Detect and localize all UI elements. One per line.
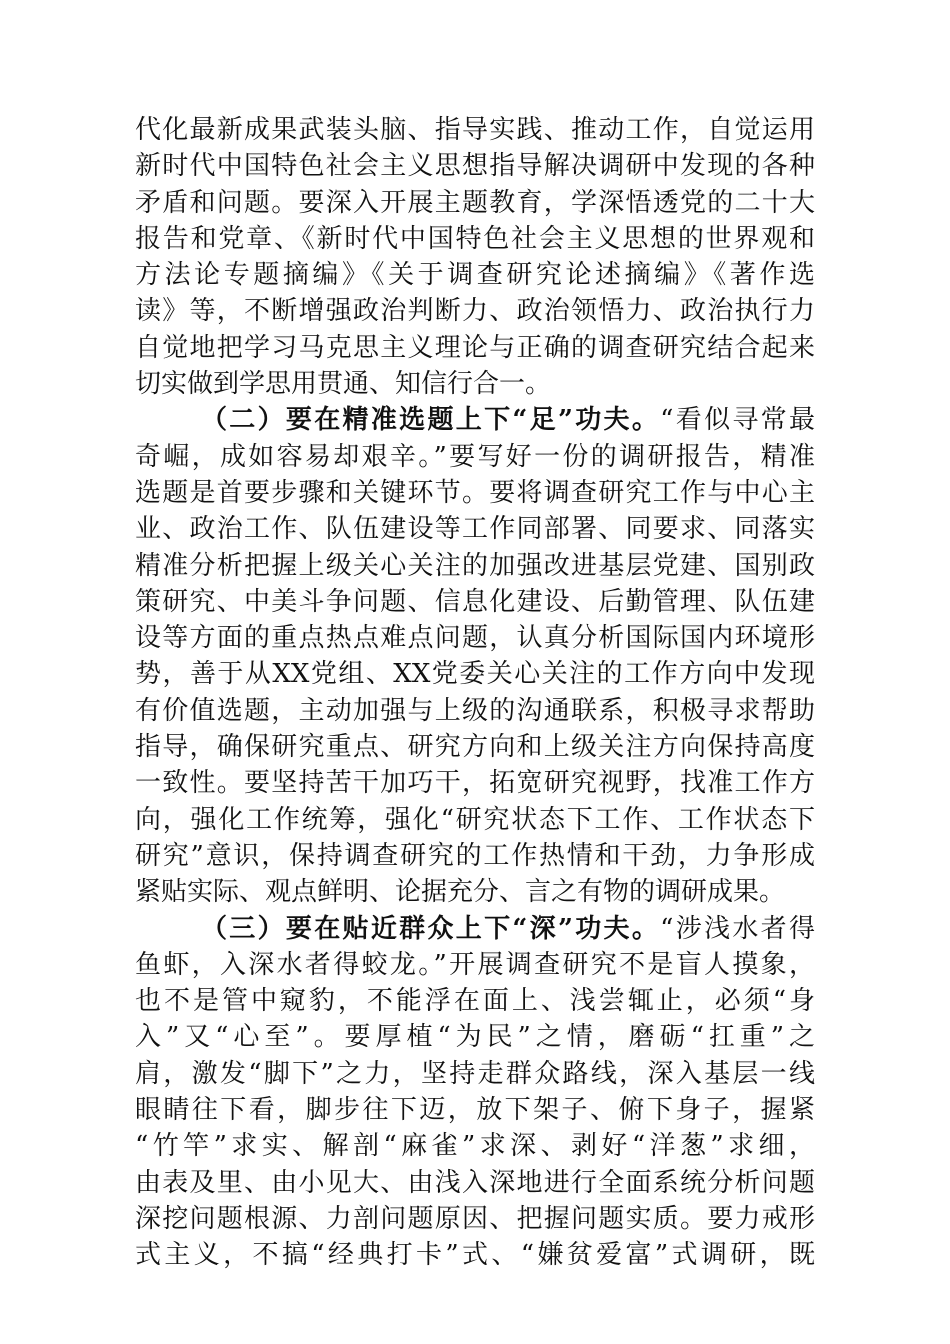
paragraph-first-line (135, 402, 815, 438)
text-span: “看似寻常最 (660, 405, 815, 436)
text-line: 报告和党章、《新时代中国特色社会主义思想的世界观和 (135, 223, 815, 254)
text-line: 指导，确保研究重点、研究方向和上级关注方向保持高度 (135, 732, 815, 763)
text-line: 向，强化工作统筹，强化“研究状态下工作、工作状态下 (135, 804, 815, 835)
text-line: 设等方面的重点热点难点问题，认真分析国际国内环境形 (135, 623, 815, 654)
text-line: 新时代中国特色社会主义思想指导解决调研中发现的各种 (135, 151, 815, 182)
text-line: 方法论专题摘编》《关于调查研究论述摘编》《著作选 (135, 260, 815, 291)
text-line: 势，善于从XX党组、XX党委关心关注的工作方向中发现 (135, 659, 815, 690)
text-line: 读》等，不断增强政治判断力、政治领悟力、政治执行力 (135, 296, 815, 327)
text-line: 有价值选题，主动加强与上级的沟通联系，积极寻求帮助 (135, 695, 815, 726)
text-line: 式主义，不搞“经典打卡”式、“嫌贫爱富”式调研，既 (135, 1240, 815, 1271)
paragraph-first-line (135, 911, 815, 947)
text-line: 代化最新成果武装头脑、指导实践、推动工作，自觉运用 (135, 115, 815, 145)
paragraph-3 (135, 911, 815, 1274)
text-line: 奇崛，成如容易却艰辛。”要写好一份的调研报告，精准 (135, 441, 815, 472)
text-span: “涉浅水者得 (660, 913, 815, 944)
text-line: “竹竿”求实、解剖“麻雀”求深、剥好“洋葱”求细， (135, 1131, 815, 1162)
text-line: 自觉地把学习马克思主义理论与正确的调查研究结合起来 (135, 332, 815, 363)
text-line: 深挖问题根源、力剖问题原因、把握问题实质。要力戒形 (135, 1203, 815, 1234)
text-line: 一致性。要坚持苦干加巧干，拓宽研究视野，找准工作方 (135, 768, 815, 799)
text-line: 矛盾和问题。要深入开展主题教育，学深悟透党的二十大 (135, 187, 815, 218)
text-line: 紧贴实际、观点鲜明、论据充分、言之有物的调研成果。 (135, 877, 786, 908)
section-heading: （三）要在贴近群众上下“深”功夫。 (201, 913, 661, 944)
text-line: 肩，激发“脚下”之力，坚持走群众路线，深入基层一线 (135, 1058, 815, 1089)
text-line: 由表及里、由小见大、由浅入深地进行全面系统分析问题 (135, 1167, 815, 1198)
paragraph-2 (135, 402, 815, 910)
text-line: 研究”意识，保持调查研究的工作热情和干劲，力争形成 (135, 840, 815, 871)
paragraph-1 (135, 112, 815, 402)
text-line: 切实做到学思用贯通、知信行合一。 (135, 369, 552, 400)
section-heading: （二）要在精准选题上下“足”功夫。 (201, 405, 661, 436)
text-line: 策研究、中美斗争问题、信息化建设、后勤管理、队伍建 (135, 586, 815, 617)
text-line: 鱼虾，入深水者得蛟龙。”开展调查研究不是盲人摸象， (135, 949, 815, 980)
text-line: 也不是管中窥豹，不能浮在面上、浅尝辄止，必须“身 (135, 986, 815, 1017)
text-line: 选题是首要步骤和关键环节。要将调查研究工作与中心主 (135, 477, 815, 508)
text-line: 精准分析把握上级关心关注的加强改进基层党建、国别政 (135, 550, 815, 581)
document-page (135, 112, 815, 1274)
text-line: 入”又“心至”。要厚植“为民”之情，磨砺“扛重”之 (135, 1022, 815, 1053)
text-line: 业、政治工作、队伍建设等工作同部署、同要求、同落实 (135, 514, 815, 545)
text-line: 眼睛往下看，脚步往下迈，放下架子、俯下身子，握紧 (135, 1095, 815, 1126)
